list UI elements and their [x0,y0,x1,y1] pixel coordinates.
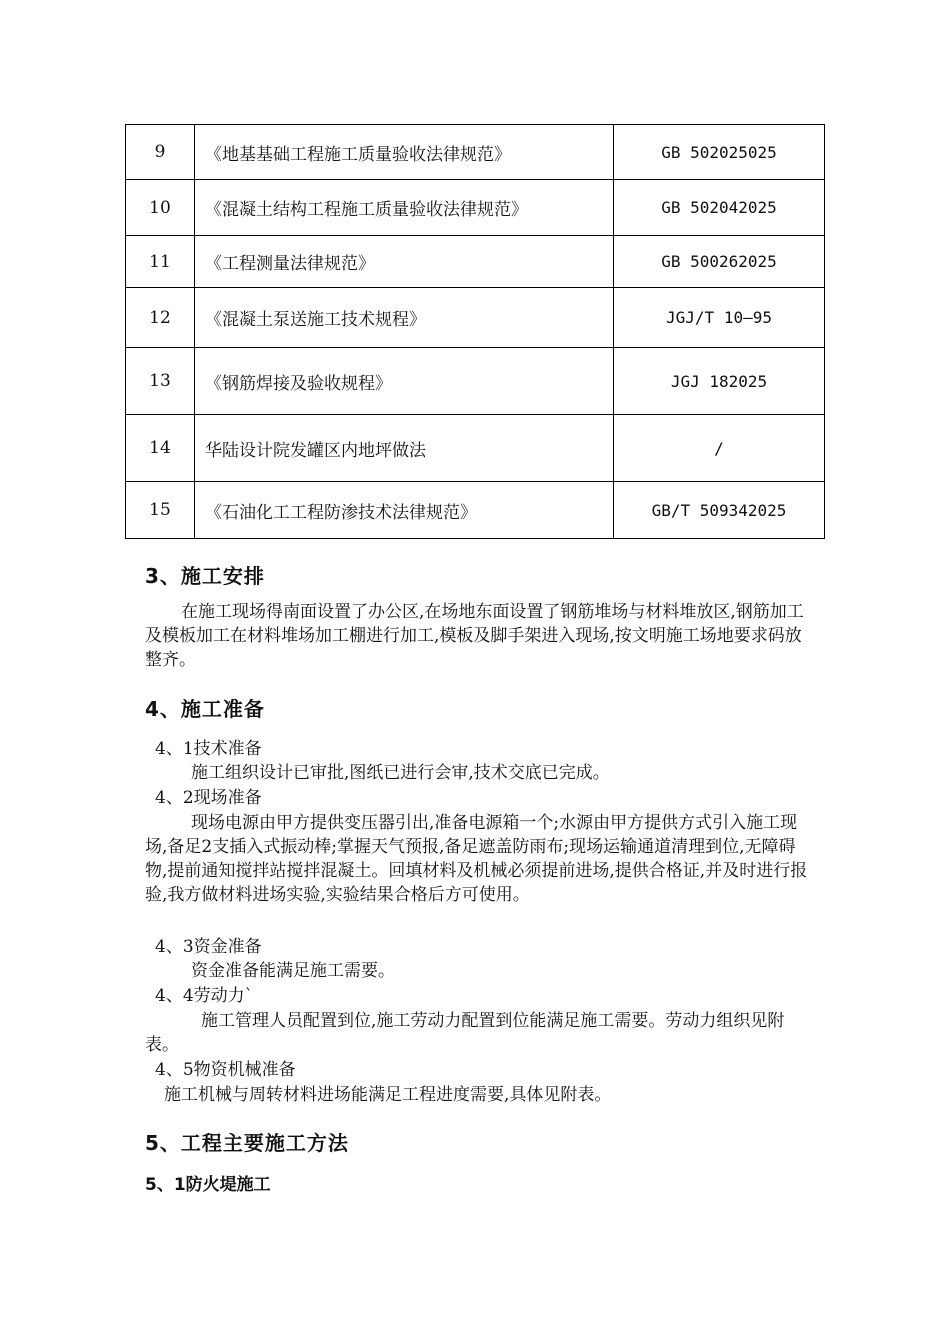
standard-name: 华陆设计院发罐区内地坪做法 [195,415,614,482]
standard-name: 《地基基础工程施工质量验收法律规范》 [195,125,614,180]
standard-name: 《石油化工工程防渗技术法律规范》 [195,482,614,539]
section-3-heading: 3、施工安排 [145,564,265,588]
row-number: 15 [126,482,195,539]
subsection-5-1-heading: 5、1防火堤施工 [145,1175,271,1195]
standard-code: GB 502025025 [614,125,825,180]
table-row [126,236,825,288]
standard-name: 《工程测量法律规范》 [195,236,614,288]
standard-name: 《混凝土泵送施工技术规程》 [195,288,614,348]
subsection-4-4-text: 施工管理人员配置到位,施工劳动力配置到位能满足施工需要。劳动力组织见附表。 [145,1011,785,1055]
subsection-4-1-title: 4、1技术准备 [155,739,262,759]
row-number: 13 [126,348,195,415]
table-row [126,288,825,348]
section-4-heading: 4、施工准备 [145,697,265,721]
table-row [126,482,825,539]
standard-code: GB 500262025 [614,236,825,288]
standard-name: 《钢筋焊接及验收规程》 [195,348,614,415]
section-5-heading: 5、工程主要施工方法 [145,1131,349,1155]
subsection-4-3-title: 4、3资金准备 [155,937,262,957]
standard-code: GB/T 509342025 [614,482,825,539]
table-row [126,348,825,415]
row-number: 9 [126,125,195,180]
subsection-4-1-text: 施工组织设计已审批,图纸已进行会审,技术交底已完成。 [191,763,610,783]
table-row [126,415,825,482]
subsection-4-2-title: 4、2现场准备 [155,788,262,808]
subsection-4-5-text: 施工机械与周转材料进场能满足工程进度需要,具体见附表。 [164,1085,612,1105]
standards-table [125,124,825,539]
row-number: 14 [126,415,195,482]
subsection-4-4-title: 4、4劳动力` [155,986,254,1006]
table-row [126,180,825,236]
standard-name: 《混凝土结构工程施工质量验收法律规范》 [195,180,614,236]
standard-code: JGJ 182025 [614,348,825,415]
row-number: 10 [126,180,195,236]
standard-code: GB 502042025 [614,180,825,236]
row-number: 11 [126,236,195,288]
subsection-4-2-text: 现场电源由甲方提供变压器引出,准备电源箱一个;水源由甲方提供方式引入施工现场,备足2支插入式振动棒;掌握天气预报,备足遮盖防雨布;现场运输通道清理到位,无障碍物,提前通知搅拌站搅拌混凝土。回填材料及机械必须提前进场,提供合格证,并及时进行报验,我方做材料进场实验,实验结果合格后方可使用。 [145,813,808,905]
row-number: 12 [126,288,195,348]
subsection-4-5-title: 4、5物资机械准备 [155,1060,296,1080]
subsection-4-3-text: 资金准备能满足施工需要。 [191,961,395,981]
table-row [126,125,825,180]
standard-code: / [614,415,825,482]
section-3-paragraph: 在施工现场得南面设置了办公区,在场地东面设置了钢筋堆场与材料堆放区,钢筋加工及模板加工在材料堆场加工棚进行加工,模板及脚手架进入现场,按文明施工场地要求码放整齐。 [145,602,804,670]
standard-code: JGJ/T 10—95 [614,288,825,348]
